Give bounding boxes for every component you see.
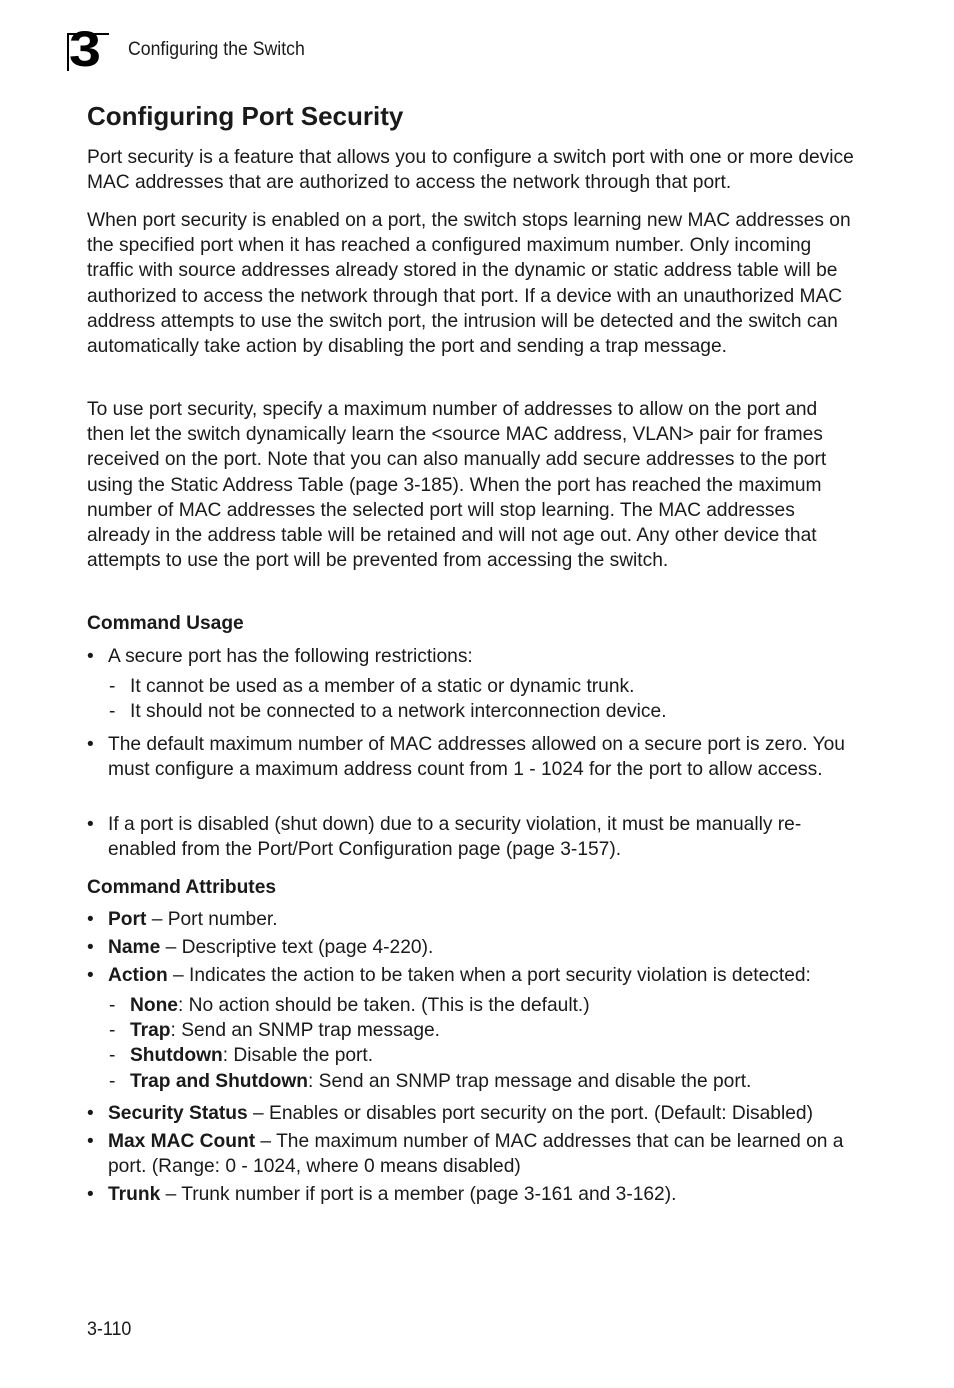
list-item [109,1018,850,1043]
dash-marker: - [109,701,116,722]
attribute-term: Trunk [108,1184,161,1205]
chapter-number: 3 [69,21,101,77]
bullet-marker: • [87,1131,94,1152]
action-option-term: None [130,995,178,1016]
usage-bullet-text: The default maximum number of MAC addresses allowed on a secure port is zero. You must configure a maximum address count from 1 - 1024 for the port to allow access. [108,734,845,781]
attribute-term: Max MAC Count [108,1131,256,1152]
behavior-paragraph: When port security is enabled on a port, the switch stops learning new MAC addresses on the specified port when it has reached a configured maximum number. Only incoming traffic with source addresses already stored in the dynamic or static address table will be authorized to access the network through that port. If a device with an unauthorized MAC address attempts to use the switch port, the intrusion will be detected and the switch can automatically take action by disabling the port and sending a trap message. [87,210,851,358]
list-item [87,644,858,669]
list-item [87,1129,853,1179]
list-item [109,674,850,699]
dash-marker: - [109,995,116,1016]
attribute-description: – Descriptive text (page 4-220). [160,937,434,958]
running-header-title: Configuring the Switch [128,39,305,60]
attribute-description: – Port number. [146,909,278,930]
bullet-marker: • [87,734,94,755]
bullet-marker: • [87,1103,94,1124]
attribute-description: – Trunk number if port is a member (page 3-161 and 3-162). [160,1184,677,1205]
usage-sub-item-text: It cannot be used as a member of a static or dynamic trunk. [130,676,635,697]
bullet-marker: • [87,965,94,986]
bullet-marker: • [87,909,94,930]
list-item [109,993,850,1018]
list-item [87,812,853,862]
bullet-marker: • [87,937,94,958]
list-item [87,1182,858,1207]
page-number: 3-110 [87,1319,132,1340]
action-option-term: Shutdown [130,1045,223,1066]
dash-marker: - [109,1071,116,1092]
bullet-marker: • [87,814,94,835]
attribute-term: Action [108,965,168,986]
list-item [87,732,853,782]
attribute-description: – The maximum number of MAC addresses that can be learned on a port. (Range: 0 - 1024, where 0 means disabled) [108,1131,844,1178]
usage-bullet-text: A secure port has the following restrictions: [108,646,473,667]
list-item [87,907,858,932]
action-option-description: : No action should be taken. (This is the default.) [177,995,590,1016]
intro-paragraph: Port security is a feature that allows you to configure a switch port with one or more device MAC addresses that are authorized to access the network through that port. [87,147,854,194]
action-option-description: : Send an SNMP trap message and disable the port. [308,1071,752,1092]
list-item [109,1043,850,1068]
attribute-term: Port [108,909,147,930]
list-item [87,1101,868,1126]
dash-marker: - [109,676,116,697]
section-title: Configuring Port Security [87,101,404,131]
command-attributes-heading: Command Attributes [87,877,277,898]
bullet-marker: • [87,646,94,667]
attribute-term: Name [108,937,161,958]
usage-sub-item-text: It should not be connected to a network interconnection device. [130,701,667,722]
list-item [87,963,858,988]
action-option-description: : Send an SNMP trap message. [170,1020,441,1041]
list-item [87,935,858,960]
dash-marker: - [109,1020,116,1041]
bullet-marker: • [87,1184,94,1205]
action-option-term: Trap [130,1020,171,1041]
dash-marker: - [109,1045,116,1066]
action-option-term: Trap and Shutdown [130,1071,309,1092]
list-item [109,1069,850,1094]
command-usage-heading: Command Usage [87,613,244,634]
attribute-description: – Enables or disables port security on the port. (Default: Disabled) [247,1103,813,1124]
attribute-term: Security Status [108,1103,248,1124]
list-item [109,699,850,724]
usage-paragraph: To use port security, specify a maximum number of addresses to allow on the port and then let the switch dynamically learn the <source MAC address, VLAN> pair for frames received on the port. Note that you can also manually add secure addresses to the port using the Static Address Table (page 3-185). When the port has reached the maximum number of MAC addresses the selected port will stop learning. The MAC addresses already in the address table will be retained and will not age out. Any other device that attempts to use the port will be prevented from accessing the switch. [87,399,827,572]
usage-bullet-text: If a port is disabled (shut down) due to a security violation, it must be manually re-enabled from the Port/Port Configuration page (page 3-157). [108,814,802,861]
attribute-description: – Indicates the action to be taken when a port security violation is detected: [167,965,811,986]
action-option-description: : Disable the port. [222,1045,374,1066]
